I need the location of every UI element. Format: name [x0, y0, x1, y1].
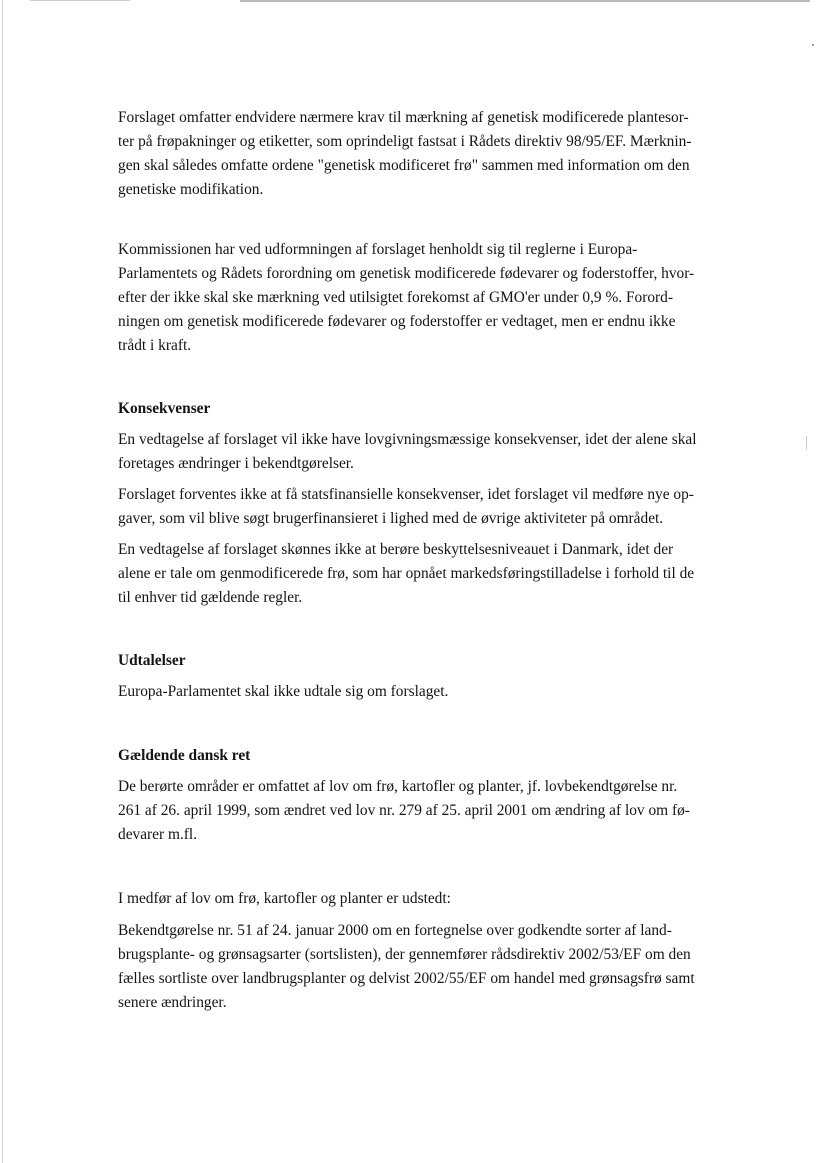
scan-edge-top-left [30, 0, 130, 1]
paragraph-labelling [118, 106, 758, 202]
text-line: Kommissionen har ved udformningen af forslaget henholdt sig til reglerne i Europa- [118, 241, 638, 258]
text-line: Parlamentets og Rådets forordning om genetisk modificerede fødevarer og foderstoffer, hvor- [118, 265, 695, 282]
text-line: foretages ændringer i bekendtgørelser. [118, 455, 354, 472]
text-line: En vedtagelse af forslaget vil ikke have lovgivningsmæssige konsekvenser, idet der alene skal [118, 431, 697, 448]
text-line: Europa-Parlamentet skal ikke udtale sig om forslaget. [118, 683, 449, 700]
text-line: fælles sortliste over landbrugsplanter og delvist 2002/55/EF om handel med grønsagsfrø samt [118, 970, 695, 987]
paragraph-konsekvenser-3 [118, 538, 758, 610]
scan-speck [806, 436, 807, 450]
text-line: gaver, som vil blive søgt brugerfinansieret i lighed med de øvrige aktiviteter på området. [118, 510, 664, 527]
heading-konsekvenser: Konsekvenser [118, 400, 211, 417]
paragraph-konsekvenser-1 [118, 428, 758, 476]
text-line: alene er tale om genmodificerede frø, som har opnået markedsføringstilladelse i forhold til de [118, 565, 695, 582]
text-line: ter på frøpakninger og etiketter, som oprindeligt fastsat i Rådets direktiv 98/95/EF. Mærknin- [118, 133, 692, 150]
text-line: devarer m.fl. [118, 826, 198, 843]
text-line: trådt i kraft. [118, 337, 192, 354]
text-line: brugsplante- og grønsagsarter (sortslisten), der gennemfører rådsdirektiv 2002/53/EF om den [118, 946, 691, 963]
paragraph-konsekvenser-2 [118, 483, 758, 531]
paragraph-gaeldende-2 [118, 887, 758, 911]
paragraph-gaeldende-3 [118, 919, 758, 1015]
scan-edge-top [240, 0, 810, 2]
text-line: Bekendtgørelse nr. 51 af 24. januar 2000 om en fortegnelse over godkendte sorter af land- [118, 922, 672, 939]
text-line: til enhver tid gældende regler. [118, 589, 303, 606]
paragraph-udtalelser [118, 680, 758, 704]
heading-udtalelser: Udtalelser [118, 652, 186, 669]
text-line: efter der ikke skal ske mærkning ved utilsigtet forekomst af GMO'er under 0,9 %. Forord- [118, 289, 673, 306]
paragraph-gaeldende-1 [118, 775, 758, 847]
text-line: ningen om genetisk modificerede fødevarer og foderstoffer er vedtaget, men er endnu ikke [118, 313, 676, 330]
scan-edge-left [2, 0, 3, 1163]
text-line: genetiske modifikation. [118, 181, 264, 198]
text-line: Forslaget forventes ikke at få statsfinansielle konsekvenser, idet forslaget vil medføre nye op- [118, 486, 694, 503]
text-line: En vedtagelse af forslaget skønnes ikke at berøre beskyttelsesniveauet i Danmark, idet der [118, 541, 674, 558]
scan-speck [812, 44, 814, 46]
text-line: gen skal således omfatte ordene "genetisk modificeret frø" sammen med information om den [118, 157, 690, 174]
text-line: De berørte områder er omfattet af lov om frø, kartofler og planter, jf. lovbekendtgørelse nr. [118, 778, 678, 795]
text-line: Forslaget omfatter endvidere nærmere krav til mærkning af genetisk modificerede plantesor- [118, 109, 689, 126]
text-line: I medfør af lov om frø, kartofler og planter er udstedt: [118, 890, 451, 907]
heading-gaeldende-dansk-ret: Gældende dansk ret [118, 747, 251, 764]
text-line: 261 af 26. april 1999, som ændret ved lov nr. 279 af 25. april 2001 om ændring af lov om fø- [118, 802, 690, 819]
text-line: senere ændringer. [118, 994, 227, 1011]
paragraph-commission [118, 238, 758, 358]
